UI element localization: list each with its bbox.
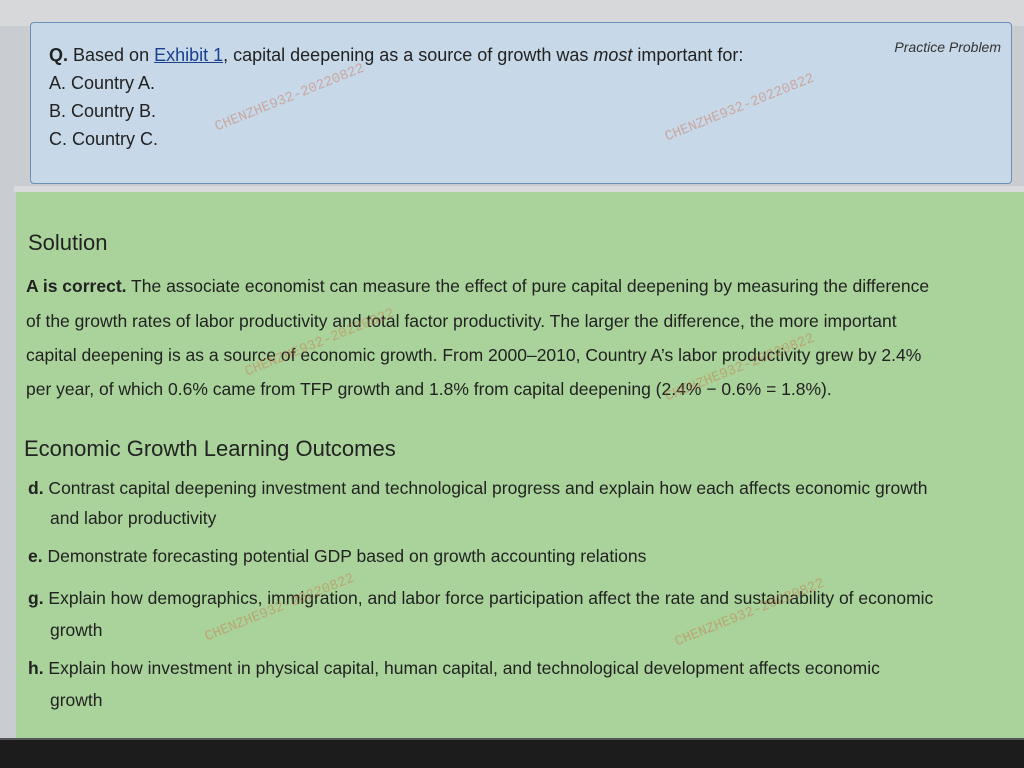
monitor-bezel [0, 740, 1024, 768]
outcome-e-letter: e. [28, 546, 43, 566]
question-text-end: important for: [632, 45, 744, 65]
outcome-e [28, 546, 646, 567]
solution-title: Solution [28, 230, 108, 255]
outcome-d [28, 478, 928, 499]
solution-panel [16, 192, 1024, 740]
outcome-h-text: Explain how investment in physical capital, human capital, and technological development affects economic [43, 658, 880, 678]
question-text [49, 45, 743, 66]
question-panel [30, 22, 1012, 184]
solution-line-1-text: The associate economist can measure the effect of pure capital deepening by measuring the difference [126, 276, 930, 296]
outcome-g-text: Explain how demographics, immigration, and labor force participation affect the rate and sustainability of economic [43, 588, 934, 608]
solution-line-2: of the growth rates of labor productivity and total factor productivity. The larger the difference, the more important [26, 311, 897, 331]
solution-line-4: per year, of which 0.6% came from TFP growth and 1.8% from capital deepening (2.4% − 0.6% = 1.8%). [26, 379, 832, 399]
outcome-h [28, 658, 880, 679]
outcome-d-text: Contrast capital deepening investment and technological progress and explain how each affects economic growth [43, 478, 928, 498]
outcome-e-text: Demonstrate forecasting potential GDP based on growth accounting relations [42, 546, 647, 566]
question-emphasis: most [593, 45, 633, 65]
option-b[interactable]: B. Country B. [49, 101, 157, 121]
watermark: CHENZHE932-20220822 [672, 575, 827, 651]
solution-line-1 [26, 276, 929, 297]
outcome-g-continuation: growth [50, 620, 103, 640]
question-text-before-link: Based on [68, 45, 155, 65]
watermark: CHENZHE932-20220822 [662, 330, 817, 406]
outcome-d-continuation: and labor productivity [50, 508, 217, 528]
outcome-g [28, 588, 933, 609]
practice-problem-label: Practice Problem [894, 39, 1001, 55]
outcome-h-letter: h. [28, 658, 44, 678]
question-text-after-link: , capital deepening as a source of growth was [223, 45, 594, 65]
watermark: CHENZHE932-20220822 [202, 570, 357, 646]
outcome-g-letter: g. [28, 588, 44, 608]
outcome-d-letter: d. [28, 478, 44, 498]
outcome-h-continuation: growth [50, 690, 103, 710]
exhibit-link[interactable]: Exhibit 1 [154, 45, 224, 65]
watermark: CHENZHE932-20220822 [242, 305, 397, 381]
option-c[interactable]: C. Country C. [49, 129, 159, 149]
solution-line-3: capital deepening is as a source of economic growth. From 2000–2010, Country A’s labor productivity grew by 2.4% [26, 345, 922, 365]
option-a[interactable]: A. Country A. [49, 73, 156, 93]
watermark: CHENZHE932-20220822 [662, 70, 817, 146]
question-prefix: Q. [49, 45, 69, 65]
learning-outcomes-title: Economic Growth Learning Outcomes [24, 436, 396, 461]
watermark: CHENZHE932-20220822 [212, 60, 367, 136]
correct-answer-label: A is correct. [26, 276, 127, 296]
